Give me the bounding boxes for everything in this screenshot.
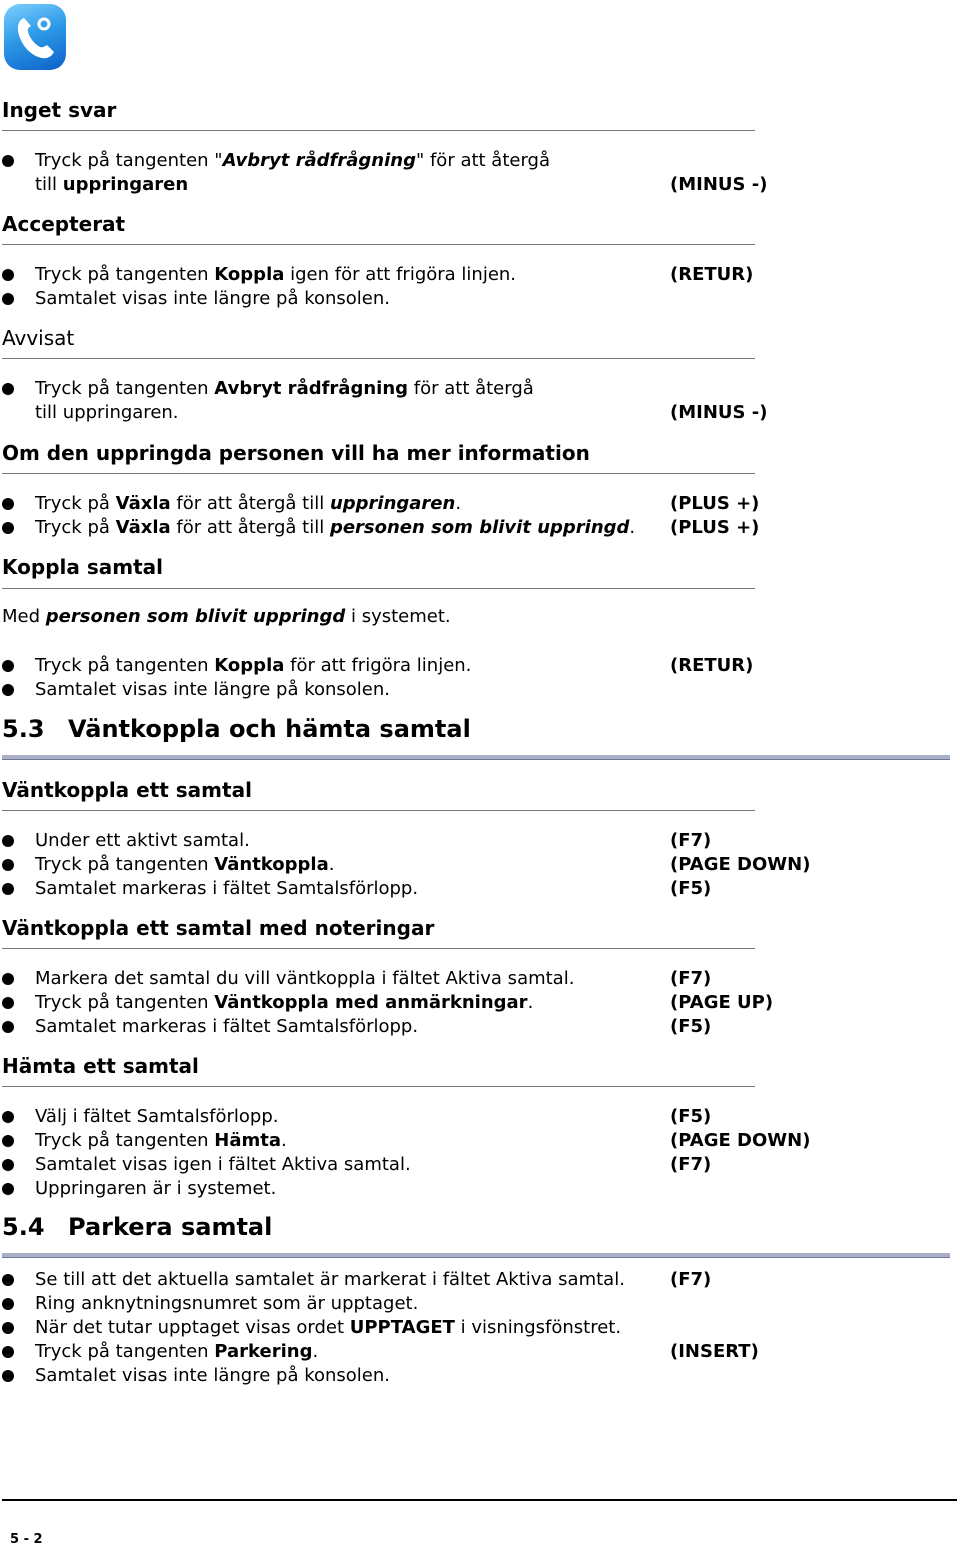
bullet-icon — [2, 1135, 14, 1147]
list-item: Tryck på tangenten Avbryt rådfrågning för att återgå — [0, 377, 960, 401]
bullet-icon — [2, 973, 14, 985]
key-shortcut: (RETUR) — [670, 655, 754, 676]
list-item: Välj i fältet Samtalsförlopp. (F5) — [0, 1105, 960, 1129]
bullet-icon — [2, 1159, 14, 1171]
heading-rule — [2, 1086, 755, 1087]
bullet-icon — [2, 684, 14, 696]
key-shortcut: (INSERT) — [670, 1341, 759, 1362]
heading-vantkoppla-noteringar: Väntkoppla ett samtal med noteringar — [2, 916, 435, 940]
heading-hamta: Hämta ett samtal — [2, 1054, 199, 1078]
heading-rule — [2, 588, 755, 589]
bullet-icon — [2, 1346, 14, 1358]
list-item: Samtalet markeras i fältet Samtalsförlopp. (F5) — [0, 877, 960, 901]
heading-rule — [2, 473, 755, 474]
bullet-icon — [2, 498, 14, 510]
bullet-icon — [2, 1322, 14, 1334]
list-item-continuation: till uppringaren. (MINUS -) — [35, 402, 768, 423]
key-shortcut: (F5) — [670, 1016, 712, 1037]
heading-koppla-samtal: Koppla samtal — [2, 555, 163, 579]
section-heading-5-3: 5.3 Väntkoppla och hämta samtal — [2, 715, 471, 743]
footer-rule — [2, 1499, 957, 1501]
list-item: Tryck på Växla för att återgå till uppringaren. (PLUS +) — [0, 492, 960, 516]
list-item: Tryck på tangenten Koppla för att frigöra linjen. (RETUR) — [0, 654, 960, 678]
heading-rule — [2, 948, 755, 949]
heading-vantkoppla: Väntkoppla ett samtal — [2, 778, 252, 802]
key-shortcut: (PAGE DOWN) — [670, 1130, 811, 1151]
heading-accepterat: Accepterat — [2, 212, 126, 236]
bullet-icon — [2, 1298, 14, 1310]
list-item: Tryck på tangenten Parkering. (INSERT) — [0, 1340, 960, 1364]
bullet-icon — [2, 1274, 14, 1286]
bullet-icon — [2, 660, 14, 672]
key-shortcut: (F7) — [670, 968, 712, 989]
heading-avvisat: Avvisat — [2, 326, 75, 350]
key-shortcut: (PLUS +) — [670, 517, 760, 538]
section-rule — [2, 755, 950, 760]
section-heading-5-4: 5.4 Parkera samtal — [2, 1213, 273, 1241]
bullet-icon — [2, 269, 14, 281]
bullet-icon — [2, 155, 14, 167]
bullet-icon — [2, 859, 14, 871]
bullet-icon — [2, 522, 14, 534]
key-shortcut: (F7) — [670, 830, 712, 851]
key-shortcut: (MINUS -) — [670, 402, 768, 423]
list-item: Tryck på tangenten "Avbryt rådfrågning" för att återgå — [0, 149, 960, 173]
heading-mer-information: Om den uppringda personen vill ha mer information — [2, 441, 590, 465]
bullet-icon — [2, 883, 14, 895]
bullet-icon — [2, 293, 14, 305]
bullet-icon — [2, 1183, 14, 1195]
list-item: Tryck på tangenten Väntkoppla. (PAGE DOWN) — [0, 853, 960, 877]
key-shortcut: (F5) — [670, 878, 712, 899]
list-item: Samtalet visas inte längre på konsolen. — [0, 678, 960, 702]
page-number: 5 - 2 — [10, 1532, 43, 1547]
list-item: Tryck på Växla för att återgå till personen som blivit uppringd. (PLUS +) — [0, 516, 960, 540]
list-item: Tryck på tangenten Koppla igen för att frigöra linjen. (RETUR) — [0, 263, 960, 287]
heading-inget-svar: Inget svar — [2, 98, 117, 122]
list-item: Tryck på tangenten Hämta. (PAGE DOWN) — [0, 1129, 960, 1153]
list-item-continuation: till uppringaren (MINUS -) — [35, 174, 768, 195]
list-item: Samtalet visas inte längre på konsolen. — [0, 1364, 960, 1388]
key-shortcut: (PAGE UP) — [670, 992, 774, 1013]
heading-rule — [2, 130, 755, 131]
bullet-icon — [2, 1111, 14, 1123]
key-shortcut: (F7) — [670, 1269, 712, 1290]
section-rule — [2, 1253, 950, 1258]
key-shortcut: (RETUR) — [670, 264, 754, 285]
list-item: Tryck på tangenten Väntkoppla med anmärkningar. (PAGE UP) — [0, 991, 960, 1015]
list-item: Markera det samtal du vill väntkoppla i fältet Aktiva samtal. (F7) — [0, 967, 960, 991]
bullet-icon — [2, 383, 14, 395]
list-item: Uppringaren är i systemet. — [0, 1177, 960, 1201]
heading-rule — [2, 358, 755, 359]
bullet-icon — [2, 1370, 14, 1382]
bullet-icon — [2, 835, 14, 847]
list-item: Under ett aktivt samtal. (F7) — [0, 829, 960, 853]
list-item: Samtalet visas inte längre på konsolen. — [0, 287, 960, 311]
key-shortcut: (F5) — [670, 1106, 712, 1127]
list-item: När det tutar upptaget visas ordet UPPTAGET i visningsfönstret. — [0, 1316, 960, 1340]
key-shortcut: (MINUS -) — [670, 174, 768, 195]
key-shortcut: (F7) — [670, 1154, 712, 1175]
intro-text: Med personen som blivit uppringd i systemet. — [2, 606, 451, 627]
list-item: Ring anknytningsnumret som är upptaget. — [0, 1292, 960, 1316]
key-shortcut: (PLUS +) — [670, 493, 760, 514]
list-item: Samtalet visas igen i fältet Aktiva samtal. (F7) — [0, 1153, 960, 1177]
heading-rule — [2, 810, 755, 811]
list-item: Se till att det aktuella samtalet är markerat i fältet Aktiva samtal. (F7) — [0, 1268, 960, 1292]
key-shortcut: (PAGE DOWN) — [670, 854, 811, 875]
heading-rule — [2, 244, 755, 245]
bullet-icon — [2, 1021, 14, 1033]
list-item: Samtalet markeras i fältet Samtalsförlopp. (F5) — [0, 1015, 960, 1039]
phone-handset-icon — [4, 4, 66, 70]
bullet-icon — [2, 997, 14, 1009]
